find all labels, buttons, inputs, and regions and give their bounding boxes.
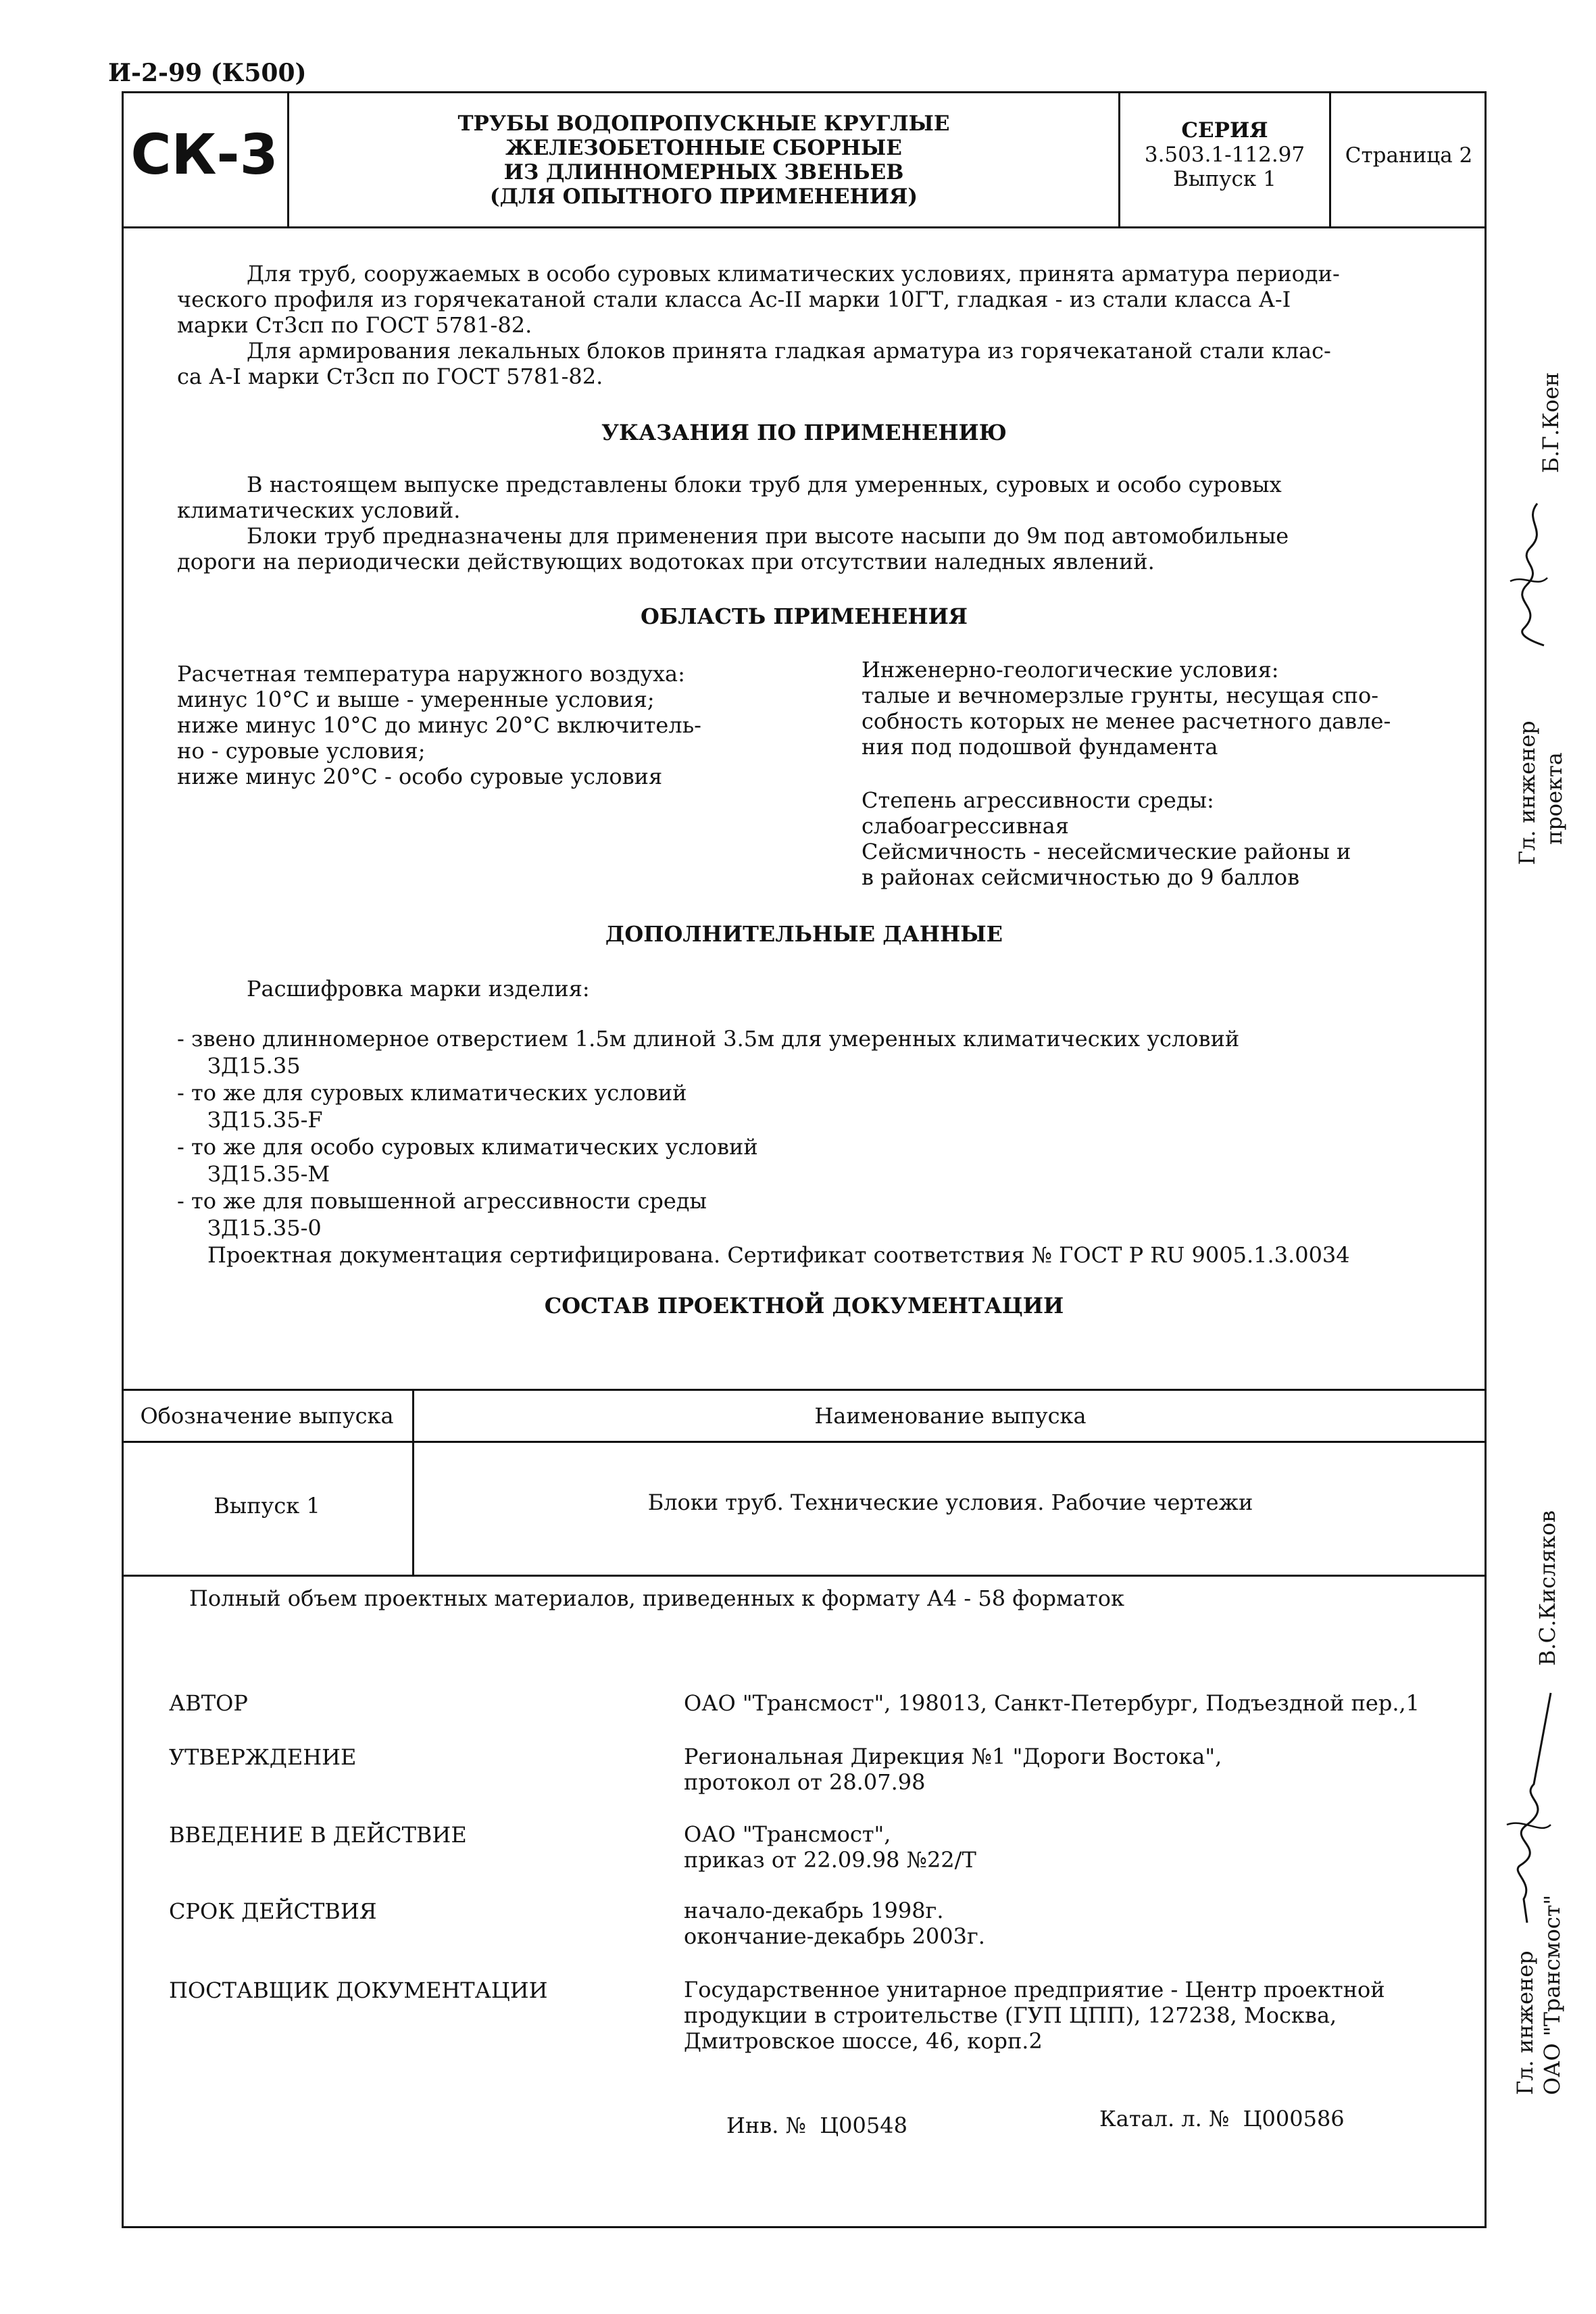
mark-item: - то же для особо суровых климатических условий (177, 1134, 758, 1160)
document-title: ТРУБЫ ВОДОПРОПУСКНЫЕ КРУГЛЫЕ ЖЕЛЕЗОБЕТОННЫЕ СБОРНЫЕ ИЗ ДЛИННОМЕРНЫХ ЗВЕНЬЕВ (ДЛЯ ОПЫТНОГО ПРИМЕНЕНИЯ) (457, 112, 950, 209)
side-top-role-2: проекта (1541, 752, 1567, 845)
corner-code: И-2-99 (К500) (108, 59, 307, 87)
additional-heading: ДОПОЛНИТЕЛЬНЫЕ ДАННЫЕ (605, 921, 1003, 947)
page-number: Страница 2 (1345, 143, 1473, 168)
intro-line: са А-I марки Ст3сп по ГОСТ 5781-82. (177, 364, 603, 389)
additional-subheading: Расшифровка марки изделия: (247, 976, 590, 1002)
scope-env-block: Степень агрессивности среды: слабоагрессивная Сейсмичность - несейсмические районы и в районах сейсмичностью до 9 баллов (862, 787, 1351, 890)
mark-list (177, 1025, 1350, 1269)
table-top (122, 1389, 1487, 1391)
mark-code: ЗД15.35-М (207, 1161, 330, 1187)
table-bottom (122, 1575, 1487, 1577)
signature-top (1497, 500, 1557, 651)
composition-heading: СОСТАВ ПРОЕКТНОЙ ДОКУМЕНТАЦИИ (544, 1293, 1064, 1319)
intro-line: Для труб, сооружаемых в особо суровых климатических условиях, принята арматура периоди- (247, 261, 1340, 287)
info-label-enactment: ВВЕДЕНИЕ В ДЕЙСТВИЕ (169, 1822, 467, 1848)
intro-line: ческого профиля из горячекатаной стали класса Ас-II марки 10ГТ, гладкая - из стали класса А-I (177, 287, 1291, 312)
mark-item: - то же для суровых климатических условий (177, 1080, 687, 1106)
mark-item: - то же для повышенной агрессивности среды (177, 1188, 707, 1214)
table-cell-issue: Выпуск 1 (214, 1493, 320, 1519)
signature-bottom (1487, 1690, 1561, 1929)
info-value-enactment: ОАО "Трансмост", приказ от 22.09.98 №22/Т (684, 1821, 976, 1873)
info-label-validity: СРОК ДЕЙСТВИЯ (169, 1898, 377, 1924)
mark-code: ЗД15.35-0 (207, 1215, 322, 1241)
table-cell-name: Блоки труб. Технические условия. Рабочие чертежи (647, 1490, 1253, 1515)
table-col1-header: Обозначение выпуска (140, 1403, 394, 1429)
header-divider (122, 226, 1487, 228)
intro-line: Для армирования лекальных блоков принята гладкая арматура из горячекатаной стали клас- (247, 338, 1331, 364)
info-value-supplier: Государственное унитарное предприятие - Центр проектной продукции в строительстве (ГУП ЦПП), 127238, Москва, Дмитровское шоссе, 46, корп.2 (684, 1977, 1385, 2054)
mark-code: ЗД15.35 (207, 1053, 301, 1079)
side-bottom-name: В.С.Кисляков (1535, 1510, 1560, 1666)
info-value-approval: Региональная Дирекция №1 "Дороги Востока", протокол от 28.07.98 (684, 1744, 1222, 1795)
info-label-approval: УТВЕРЖДЕНИЕ (169, 1744, 357, 1770)
mark-code: ЗД15.35-F (207, 1107, 323, 1133)
info-value-validity: начало-декабрь 1998г. окончание-декабрь 2003г. (684, 1898, 985, 1949)
usage-line: В настоящем выпуске представлены блоки труб для умеренных, суровых и особо суровых (247, 472, 1282, 497)
certificate-line: Проектная документация сертифицирована. Сертификат соответствия № ГОСТ Р RU 9005.1.3.0034 (207, 1242, 1350, 1268)
mark-item: - звено длинномерное отверстием 1.5м длиной 3.5м для умеренных климатических условий (177, 1026, 1240, 1052)
inventory-number: Инв. № Ц00548 (726, 2113, 907, 2138)
catalog-number: Катал. л. № Ц000586 (1099, 2106, 1345, 2132)
table-col2-header: Наименование выпуска (814, 1403, 1087, 1429)
info-label-author: АВТОР (169, 1690, 248, 1716)
scope-geo-block: Инженерно-геологические условия: талые и вечномерзлые грунты, несущая спо- собность которых не менее расчетного давле- ния под подошвой фундамента (862, 657, 1391, 760)
volume-line: Полный объем проектных материалов, приведенных к формату А4 - 58 форматок (189, 1585, 1124, 1611)
usage-line: Блоки труб предназначены для применения при высоте насыпи до 9м под автомобильные (247, 523, 1289, 549)
side-bottom-role-1: Гл. инженер (1512, 1950, 1538, 2095)
info-value-author: ОАО "Трансмост", 198013, Санкт-Петербург, Подъездной пер.,1 (684, 1690, 1420, 1716)
scope-left-block: Расчетная температура наружного воздуха: минус 10°С и выше - умеренные условия; ниже минус 10°С до минус 20°С включитель- но - суровые условия; ниже минус 20°С - особо суровые условия (177, 661, 701, 789)
table-header-bottom (122, 1441, 1487, 1443)
side-bottom-role-2: ОАО "Трансмост" (1539, 1894, 1565, 2095)
usage-heading: УКАЗАНИЯ ПО ПРИМЕНЕНИЮ (601, 420, 1007, 445)
side-top-role-1: Гл. инженер (1514, 720, 1540, 865)
intro-line: марки Ст3сп по ГОСТ 5781-82. (177, 312, 532, 338)
info-label-supplier: ПОСТАВЩИК ДОКУМЕНТАЦИИ (169, 1977, 548, 2003)
usage-line: климатических условий. (177, 497, 461, 523)
scope-heading: ОБЛАСТЬ ПРИМЕНЕНИЯ (640, 604, 968, 629)
series-logo: СК-3 (130, 123, 278, 187)
side-top-name: Б.Г.Коен (1538, 372, 1564, 473)
usage-line: дороги на периодически действующих водотоках при отсутствии наледных явлений. (177, 549, 1155, 574)
series-block: СЕРИЯ 3.503.1-112.97 Выпуск 1 (1144, 118, 1305, 191)
